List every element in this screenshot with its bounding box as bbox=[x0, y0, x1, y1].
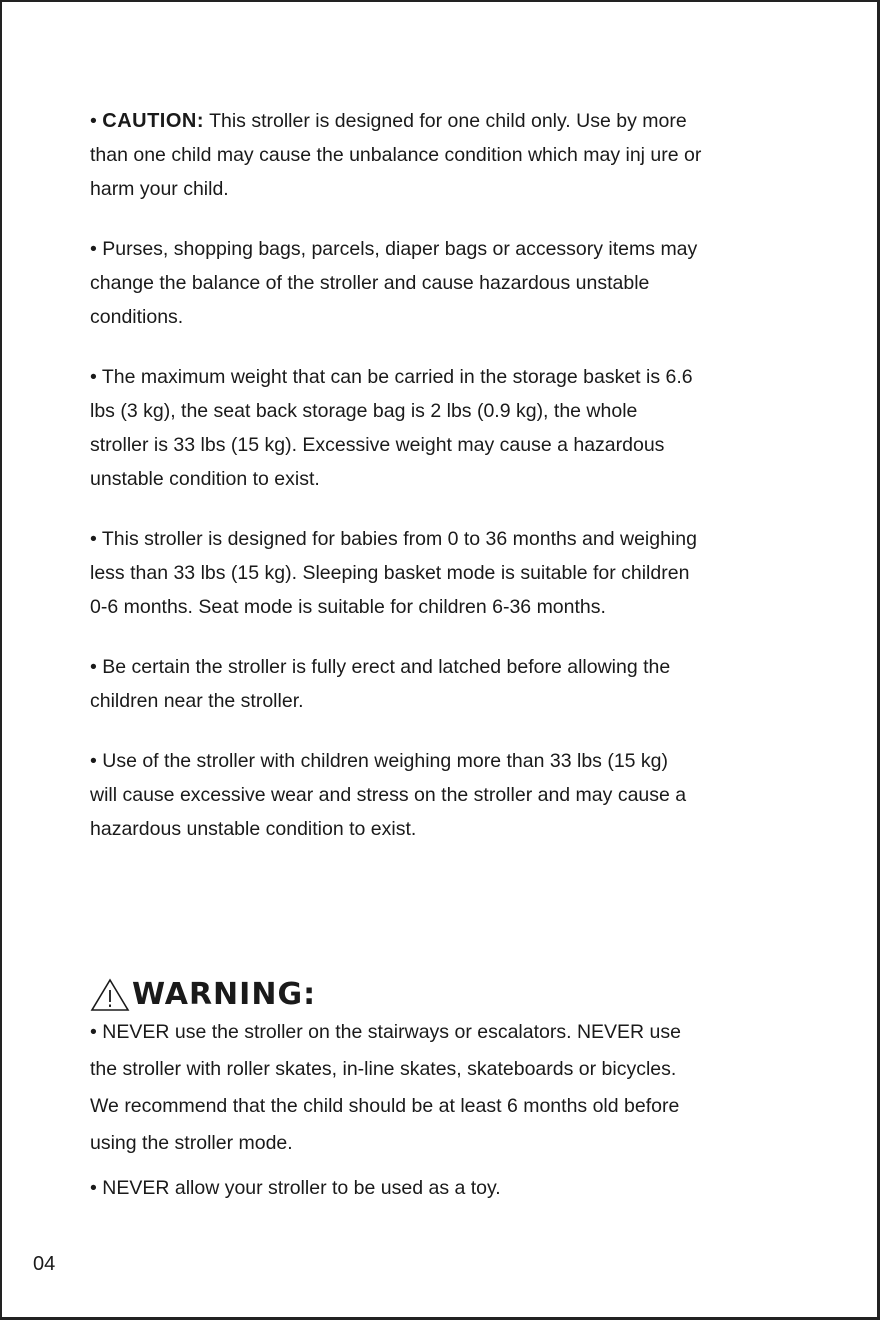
caution-line-3: harm your child. bbox=[90, 178, 229, 200]
paragraph-age-range bbox=[90, 522, 810, 624]
paragraph-line: • Purses, shopping bags, parcels, diaper bags or accessory items may bbox=[90, 238, 698, 260]
caution-section bbox=[90, 104, 810, 872]
warning-heading bbox=[90, 972, 810, 1012]
caution-paragraph bbox=[90, 104, 810, 206]
paragraph-line: children near the stroller. bbox=[90, 690, 304, 712]
paragraph-line: less than 33 lbs (15 kg). Sleeping basket mode is suitable for children bbox=[90, 562, 690, 584]
warning-paragraph-toy bbox=[90, 1170, 810, 1207]
paragraph-line: We recommend that the child should be at least 6 months old before bbox=[90, 1095, 680, 1117]
caution-line-2: than one child may cause the unbalance condition which may inj ure or bbox=[90, 144, 702, 166]
paragraph-latched bbox=[90, 650, 810, 718]
paragraph-accessories bbox=[90, 232, 810, 334]
paragraph-line: • This stroller is designed for babies from 0 to 36 months and weighing bbox=[90, 528, 697, 550]
paragraph-line: 0-6 months. Seat mode is suitable for children 6-36 months. bbox=[90, 596, 606, 618]
paragraph-line: lbs (3 kg), the seat back storage bag is 2 lbs (0.9 kg), the whole bbox=[90, 400, 638, 422]
caution-line-1: • CAUTION: This stroller is designed for one child only. Use by more bbox=[90, 110, 687, 132]
caution-label: CAUTION: bbox=[102, 110, 205, 132]
paragraph-line: stroller is 33 lbs (15 kg). Excessive weight may cause a hazardous bbox=[90, 434, 665, 456]
paragraph-line: • NEVER use the stroller on the stairways or escalators. NEVER use bbox=[90, 1021, 681, 1043]
paragraph-line: • Be certain the stroller is fully erect and latched before allowing the bbox=[90, 656, 671, 678]
paragraph-line: hazardous unstable condition to exist. bbox=[90, 818, 417, 840]
paragraph-line: unstable condition to exist. bbox=[90, 468, 320, 490]
caution-text-1: This stroller is designed for one child only. Use by more bbox=[204, 110, 687, 132]
warning-section bbox=[90, 972, 810, 1215]
paragraph-line: change the balance of the stroller and cause hazardous unstable bbox=[90, 272, 650, 294]
paragraph-excessive-wear bbox=[90, 744, 810, 846]
paragraph-line: the stroller with roller skates, in-line skates, skateboards or bicycles. bbox=[90, 1058, 677, 1080]
paragraph-line: • Use of the stroller with children weighing more than 33 lbs (15 kg) bbox=[90, 750, 669, 772]
paragraph-line: • NEVER allow your stroller to be used as a toy. bbox=[90, 1177, 501, 1199]
paragraph-line: using the stroller mode. bbox=[90, 1132, 293, 1154]
warning-paragraph-stairways bbox=[90, 1014, 810, 1162]
paragraph-line: conditions. bbox=[90, 306, 184, 328]
page-number: 04 bbox=[33, 1253, 56, 1275]
paragraph-line: will cause excessive wear and stress on the stroller and may cause a bbox=[90, 784, 687, 806]
warning-title: WARNING: bbox=[132, 977, 317, 1012]
paragraph-line: • The maximum weight that can be carried in the storage basket is 6.6 bbox=[90, 366, 693, 388]
warning-triangle-icon bbox=[90, 978, 130, 1012]
paragraph-max-weight bbox=[90, 360, 810, 496]
